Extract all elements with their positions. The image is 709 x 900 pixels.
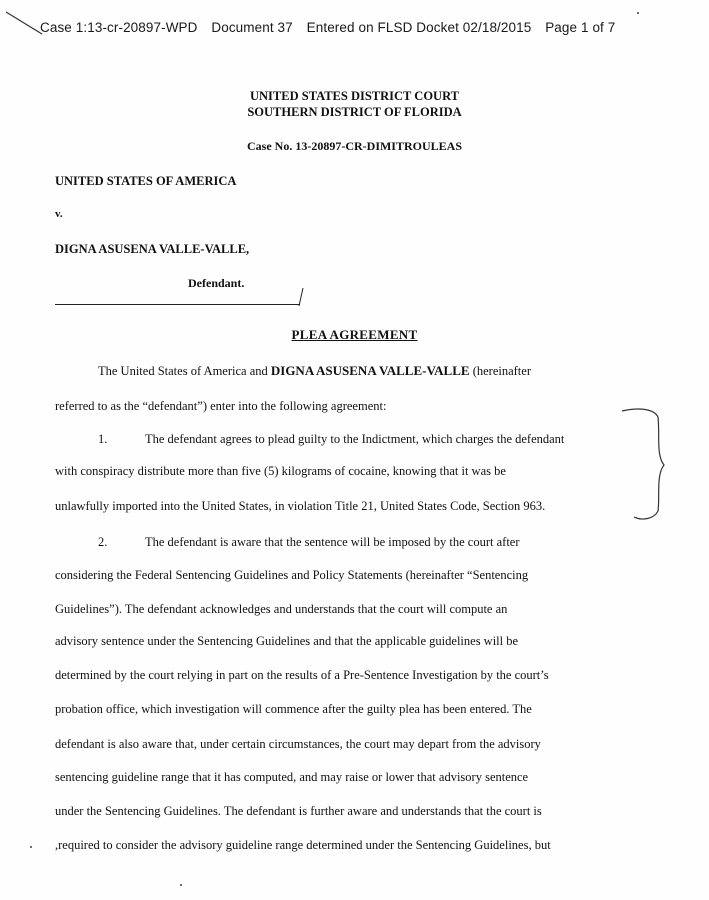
scan-speck bbox=[637, 12, 639, 14]
header-page: Page 1 of 7 bbox=[545, 20, 616, 35]
para2-number: 2. bbox=[98, 535, 108, 549]
header-entered: Entered on FLSD Docket 02/18/2015 bbox=[306, 20, 532, 35]
intro-line-2: referred to as the “defendant”) enter into the following agreement: bbox=[55, 399, 387, 413]
para2-line: probation office, which investigation will commence after the guilty plea has been entered. The bbox=[55, 702, 532, 716]
para1-line: with conspiracy distribute more than five (5) kilograms of cocaine, knowing that it was be bbox=[55, 464, 506, 478]
document-title-text: PLEA AGREEMENT bbox=[291, 327, 418, 342]
margin-bracket-mark bbox=[620, 405, 668, 523]
intro-line-1 bbox=[98, 363, 531, 379]
para1-line: unlawfully imported into the United States, in violation Title 21, United States Code, Section 963. bbox=[55, 499, 546, 513]
caption-slash bbox=[298, 288, 304, 306]
para2-line: ,required to consider the advisory guideline range determined under the Sentencing Guidelines, but bbox=[55, 838, 551, 852]
caption-defendant-name: DIGNA ASUSENA VALLE-VALLE, bbox=[55, 242, 250, 256]
header-document: Document 37 bbox=[211, 20, 293, 35]
para2-line: The defendant is aware that the sentence will be imposed by the court after bbox=[145, 535, 520, 549]
scan-speck bbox=[30, 846, 32, 848]
para2-line: advisory sentence under the Sentencing Guidelines and that the applicable guidelines will be bbox=[55, 634, 519, 648]
case-number: Case No. 13-20897-CR-DIMITROULEAS bbox=[247, 139, 462, 153]
intro-text-c: (hereinafter bbox=[469, 364, 531, 378]
caption-rule bbox=[55, 304, 300, 305]
para2-line: determined by the court relying in part on the results of a Pre-Sentence Investigation by the court’s bbox=[55, 668, 549, 682]
intro-text-a: The United States of America and bbox=[98, 364, 271, 378]
document-title bbox=[0, 327, 709, 343]
para2-line: sentencing guideline range that it has computed, and may raise or lower that advisory sentence bbox=[55, 770, 529, 784]
caption-defendant-role: Defendant. bbox=[188, 276, 245, 290]
court-name-line1: UNITED STATES DISTRICT COURT bbox=[250, 89, 459, 103]
para2-line: under the Sentencing Guidelines. The defendant is further aware and understands that the court is bbox=[55, 804, 542, 818]
caption-plaintiff: UNITED STATES OF AMERICA bbox=[55, 174, 237, 188]
para2-line: considering the Federal Sentencing Guidelines and Policy Statements (hereinafter “Sentencing bbox=[55, 568, 529, 582]
para1-line: The defendant agrees to plead guilty to the Indictment, which charges the defendant bbox=[145, 432, 565, 446]
header-case: Case 1:13-cr-20897-WPD bbox=[40, 20, 198, 35]
para2-line: defendant is also aware that, under certain circumstances, the court may depart from the advisory bbox=[55, 737, 541, 751]
docket-header bbox=[40, 20, 625, 35]
court-name-line2: SOUTHERN DISTRICT OF FLORIDA bbox=[247, 105, 462, 119]
caption-versus: v. bbox=[55, 208, 63, 220]
para1-number: 1. bbox=[98, 432, 108, 446]
scan-speck bbox=[180, 884, 182, 886]
intro-defendant-name: DIGNA ASUSENA VALLE-VALLE bbox=[270, 363, 470, 378]
corner-pen-mark bbox=[4, 8, 44, 38]
para2-line: Guidelines”). The defendant acknowledges and understands that the court will compute an bbox=[55, 602, 508, 616]
